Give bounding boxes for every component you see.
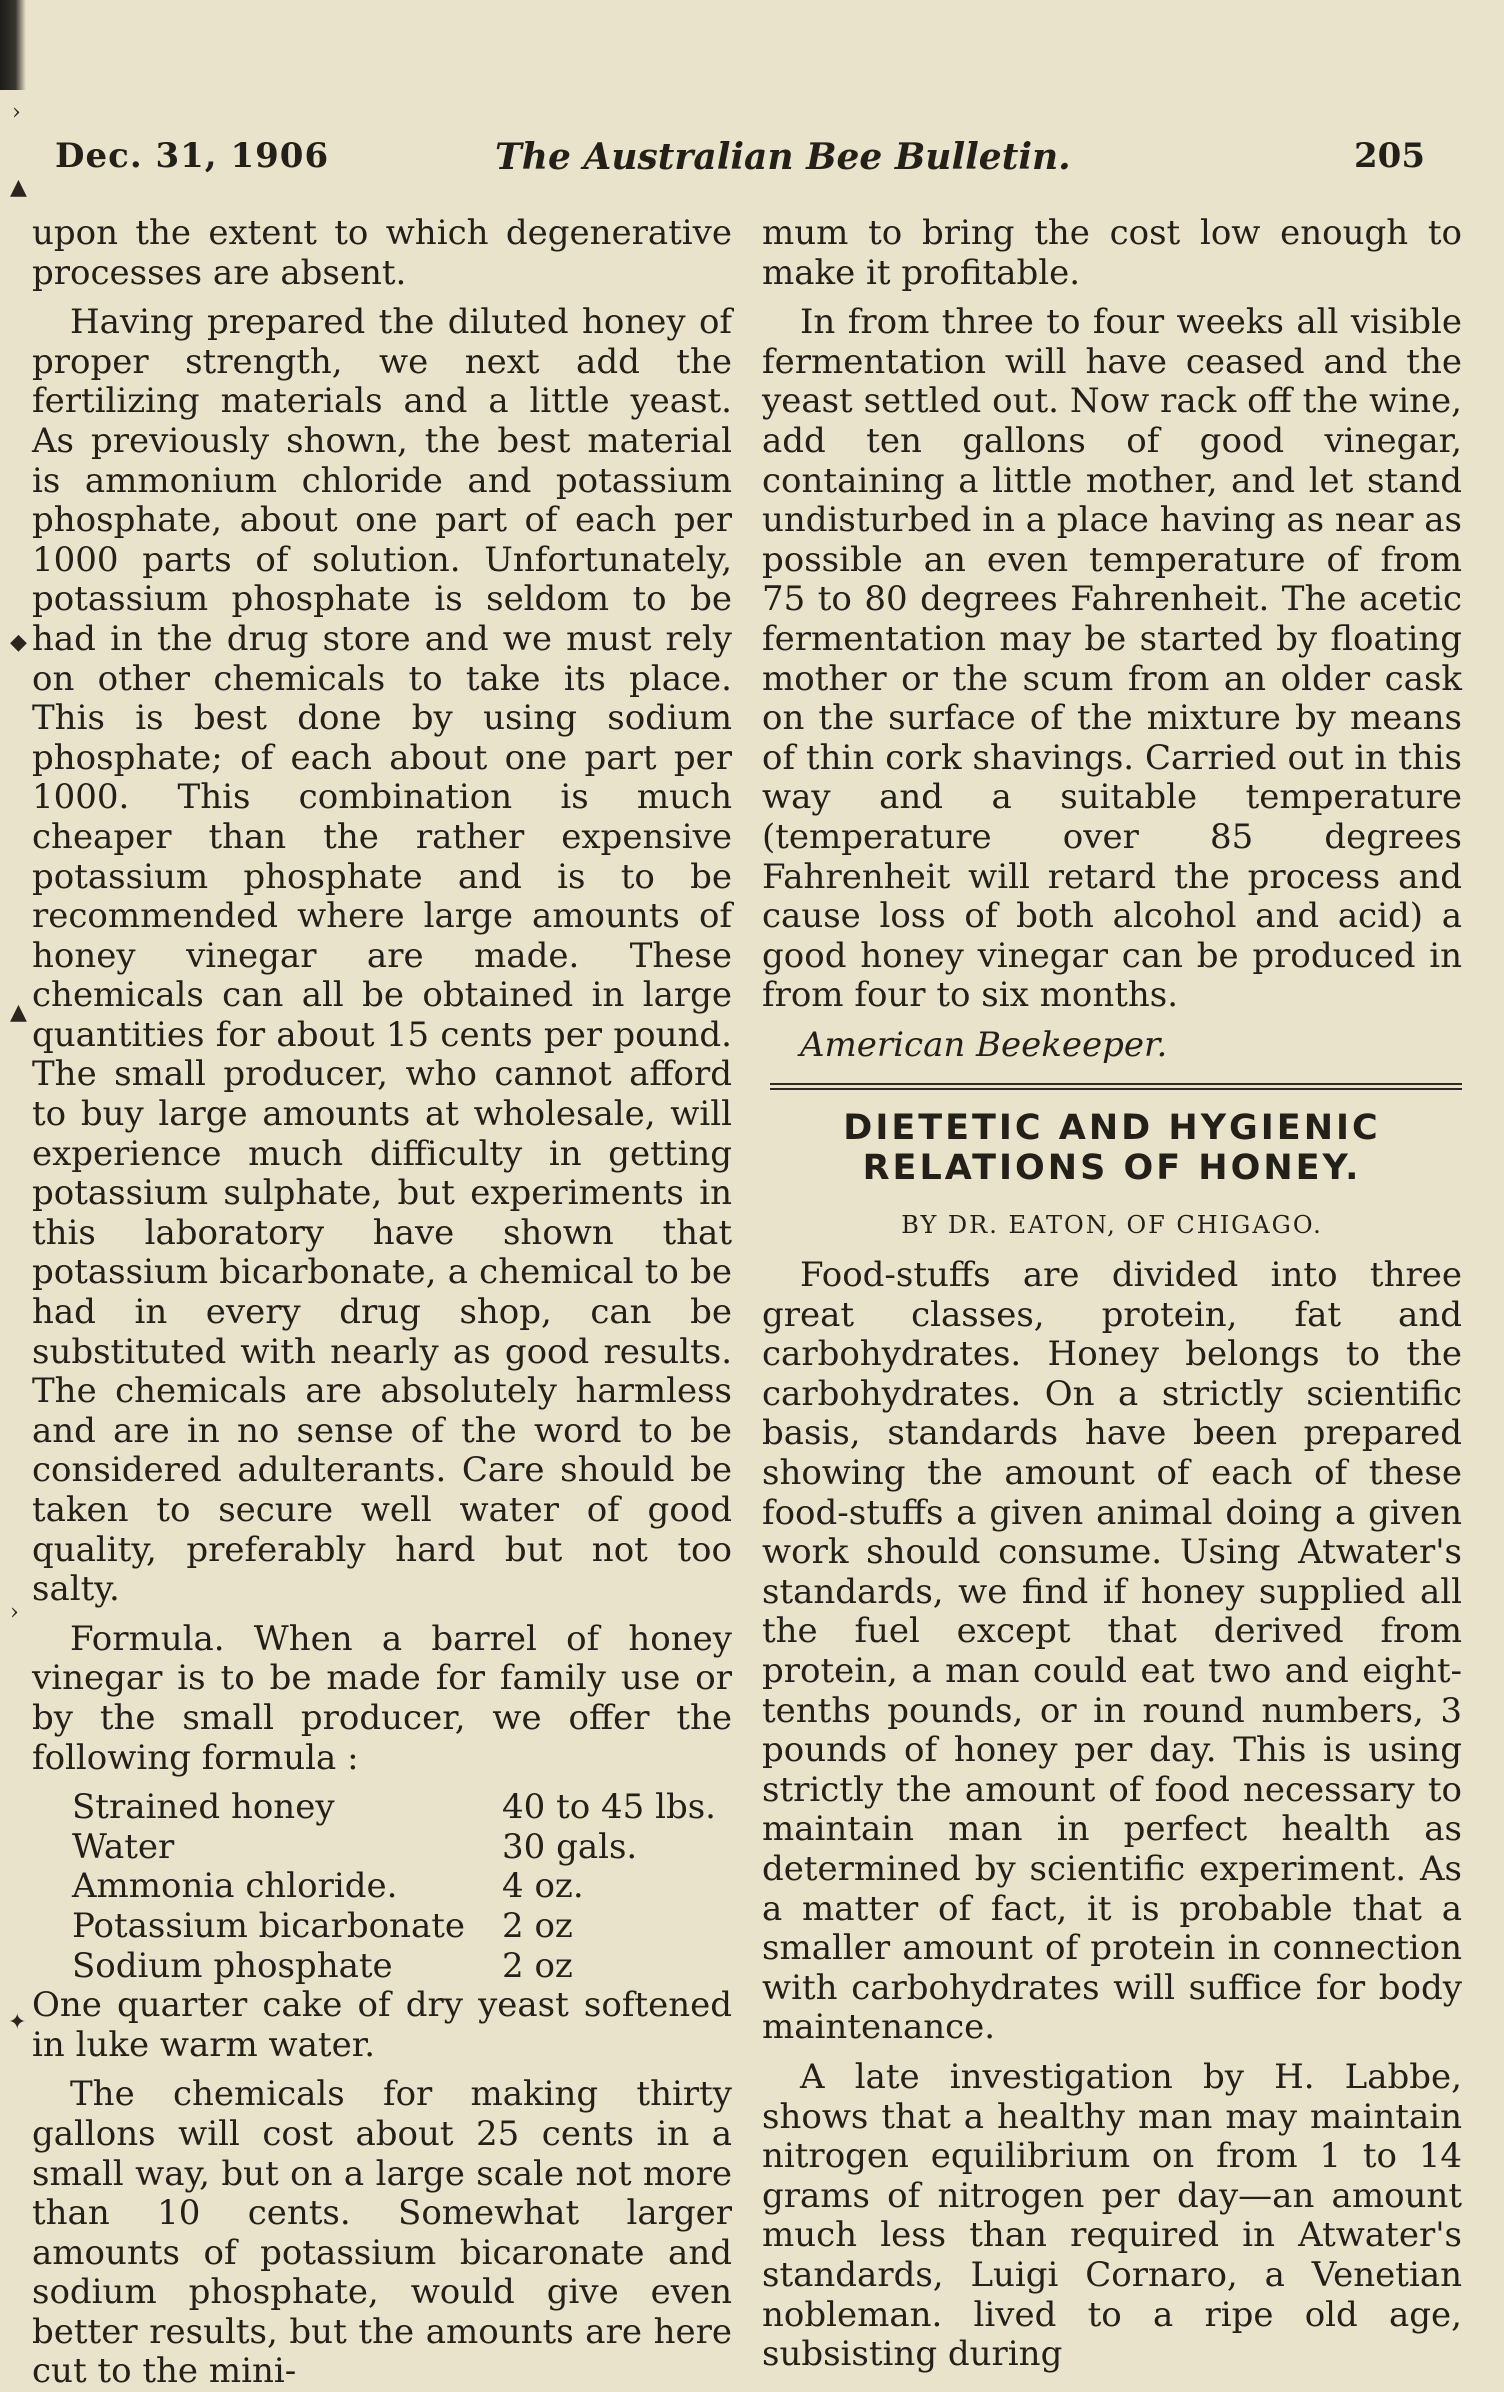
formula-row bbox=[72, 1907, 732, 1947]
left-paragraph-4: One quarter cake of dry yeast softened in luke warm water. bbox=[32, 1985, 732, 2065]
margin-tick-icon: › bbox=[10, 1600, 19, 1625]
divider-line bbox=[770, 1083, 1462, 1085]
margin-tick-icon: ▲ bbox=[10, 1000, 27, 1025]
formula-quantity: 2 oz bbox=[502, 1945, 573, 1986]
formula-row bbox=[72, 1788, 732, 1828]
formula-ingredient: Ammonia chloride. bbox=[72, 1866, 398, 1907]
right-column bbox=[762, 214, 1462, 2375]
journal-title: The Australian Bee Bulletin. bbox=[495, 136, 1071, 178]
formula-row bbox=[72, 1867, 732, 1907]
header-date: Dec. 31, 1906 bbox=[55, 136, 330, 176]
formula-quantity: 4 oz. bbox=[502, 1866, 584, 1907]
left-paragraph-3: Formula. When a barrel of honey vinegar is to be made for family use or by the small producer, we offer the following formula : bbox=[32, 1618, 732, 1778]
attribution bbox=[762, 1026, 1462, 1066]
left-column bbox=[32, 214, 732, 2392]
right-paragraph-3: Food-stuffs are divided into three great classes, protein, fat and carbohydrates. Honey belongs to the carbohydrates. On a strictly scientific basis, standards have been prepared showing the amount of each of these food-stuffs a given animal doing a given work should consume. Using Atwater's standards, we find if honey supplied all the fuel except that derived from protein, a man could eat two and eight-tenths pounds, or in round numbers, 3 pounds of honey per day. This is using strictly the amount of food necessary to maintain man in perfect health as determined by scientific experiment. As a matter of fact, it is probable that a smaller amount of protein in connection with carbohydrates will suffice for body maintenance. bbox=[762, 1255, 1462, 2048]
formula-row bbox=[72, 1947, 732, 1987]
left-paragraph-1: upon the extent to which degenerative processes are absent. bbox=[32, 213, 732, 293]
divider-line bbox=[770, 1088, 1462, 1090]
margin-tick-icon: ◆ bbox=[10, 630, 27, 655]
page-edge-shadow bbox=[0, 0, 26, 90]
formula-quantity: 2 oz bbox=[502, 1905, 573, 1946]
attribution-text: American Beekeeper. bbox=[800, 1024, 1168, 1065]
formula-ingredient: Water bbox=[72, 1826, 175, 1867]
margin-tick-icon: ▲ bbox=[10, 175, 27, 200]
margin-tick-icon: › bbox=[12, 100, 21, 125]
left-paragraph-5: The chemicals for making thirty gallons will cost about 25 cents in a small way, but on a large scale not more than 10 cents. Somewhat larger amounts of potassium bicaronate and sodium phosphate, would give even better results, but the amounts are here cut to the mini- bbox=[32, 2074, 732, 2392]
page-header bbox=[55, 136, 1425, 186]
section-divider bbox=[770, 1083, 1462, 1090]
right-paragraph-2: In from three to four weeks all visible fermentation will have ceased and the yeast settled out. Now rack off the wine, add ten gallons of good vinegar, containing a little mother, and let stand undisturbed in a place having as near as possible an even temperature of from 75 to 80 degrees Fahrenheit. The acetic fermentation may be started by floating mother or the scum from an older cask on the surface of the mixture by means of thin cork shavings. Carried out in this way and a suitable temperature (temperature over 85 degrees Fahrenheit will retard the process and cause loss of both alcohol and acid) a good honey vinegar can be produced in from four to six months. bbox=[762, 302, 1463, 1016]
formula-quantity: 30 gals. bbox=[502, 1826, 638, 1867]
formula-row bbox=[72, 1828, 732, 1868]
formula-ingredient: Strained honey bbox=[72, 1787, 335, 1828]
right-paragraph-1: mum to bring the cost low enough to make it profitable. bbox=[762, 213, 1462, 293]
right-paragraph-4: A late investigation by H. Labbe, shows that a healthy man may maintain nitrogen equilibrium on from 1 to 14 grams of nitrogen per day—an amount much less than required in Atwater's standards, Luigi Cornaro, a Venetian nobleman. lived to a ripe old age, subsisting during bbox=[762, 2056, 1462, 2375]
formula-ingredient: Sodium phosphate bbox=[72, 1945, 393, 1986]
formula-list bbox=[72, 1788, 732, 1986]
margin-tick-icon: ✦ bbox=[8, 2010, 27, 2035]
formula-ingredient: Potassium bicarbonate bbox=[72, 1905, 466, 1946]
page-number: 205 bbox=[1354, 136, 1425, 176]
article-byline: BY DR. EATON, OF CHIGAGO. bbox=[901, 1211, 1323, 1240]
article-title: DIETETIC AND HYGIENIC RELATIONS OF HONEY. bbox=[843, 1108, 1381, 1189]
left-paragraph-2: Having prepared the diluted honey of proper strength, we next add the fertilizing materials and a little yeast. As previously shown, the best material is ammonium chloride and potassium phosphate, about one part of each per 1000 parts of solution. Unfortunately, potassium phosphate is seldom to be had in the drug store and we must rely on other chemicals to take its place. This is best done by using sodium phosphate; of each about one part per 1000. This combination is much cheaper than the rather expensive potassium phosphate and is to be recommended where large amounts of honey vinegar are made. These chemicals can all be obtained in large quantities for about 15 cents per pound. The small producer, who cannot afford to buy large amounts at wholesale, will experience much difficulty in getting potassium sulphate, but experiments in this laboratory have shown that potassium bicarbonate, a chemical to be had in every drug shop, can be substituted with nearly as good results. The chemicals are absolutely harmless and are in no sense of the word to be considered adulterants. Care should be taken to secure well water of good quality, preferably hard but not too salty. bbox=[32, 302, 732, 1610]
formula-quantity: 40 to 45 lbs. bbox=[502, 1787, 716, 1828]
